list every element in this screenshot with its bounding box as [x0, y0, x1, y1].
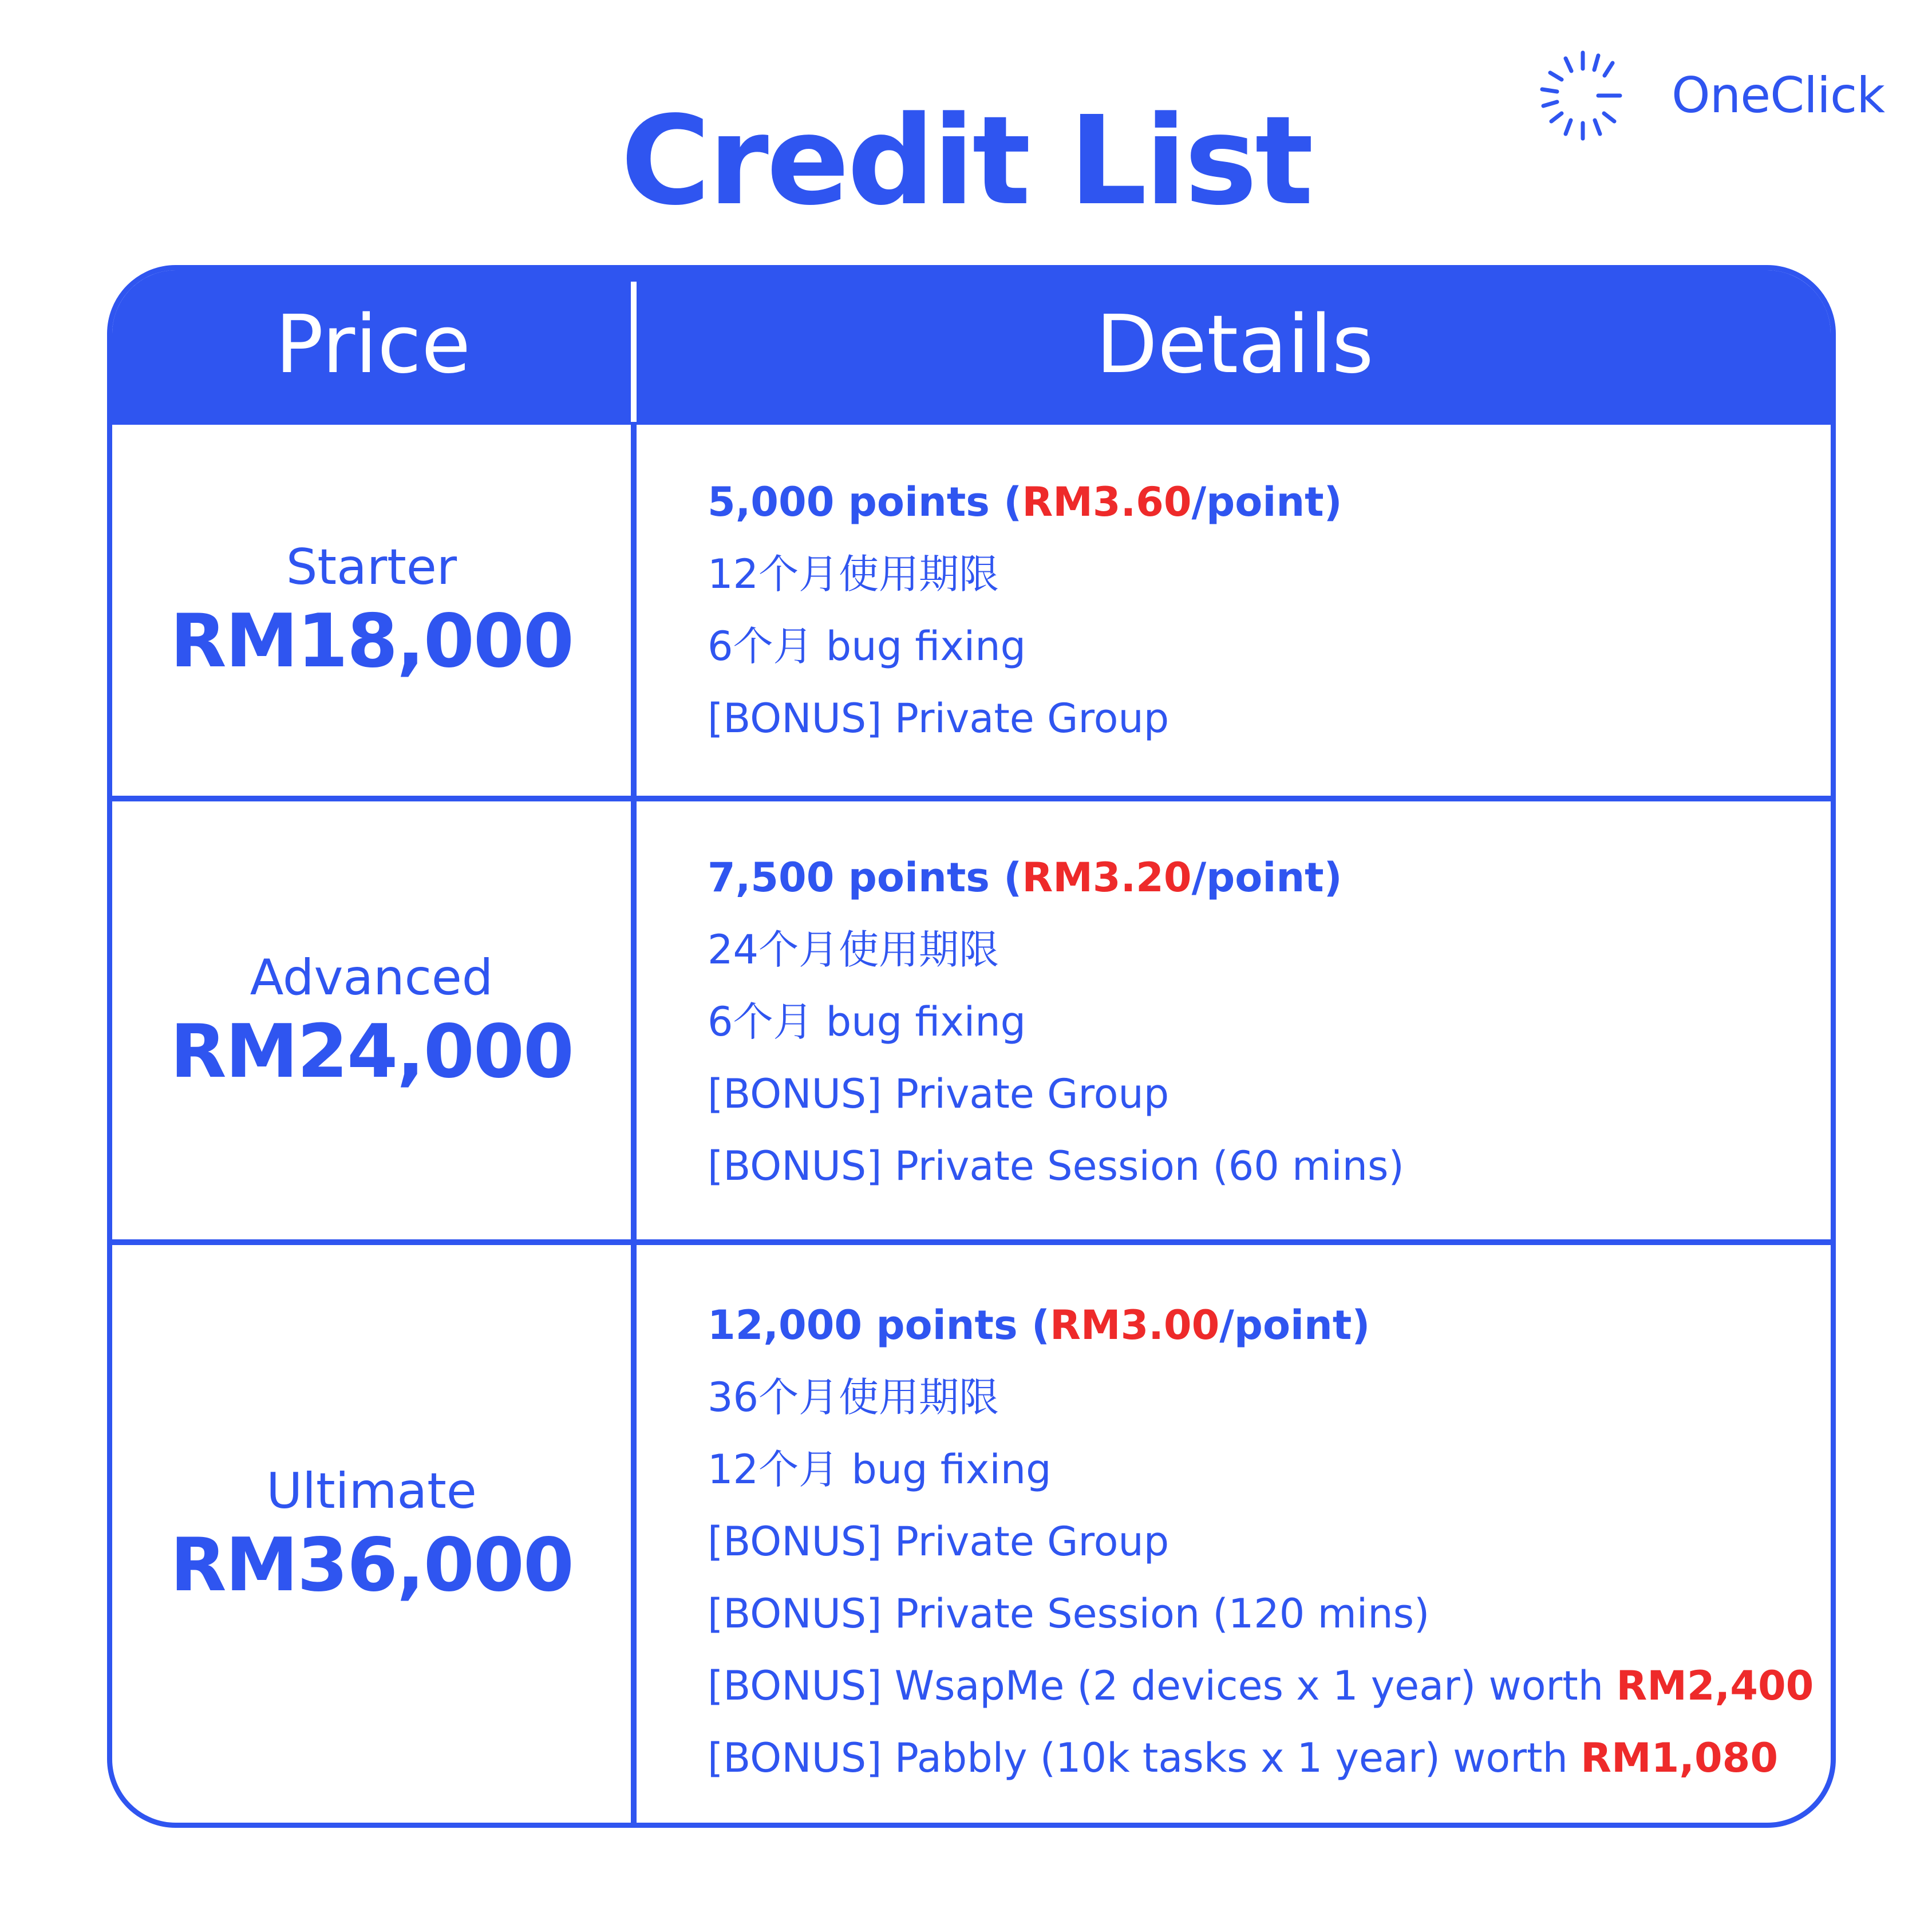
- plan-starter: [112, 425, 631, 796]
- points-unit: /point): [1219, 1302, 1370, 1349]
- feature-item-worth: [708, 1722, 1830, 1794]
- points-rate: RM3.60: [1022, 479, 1192, 526]
- points-line: [708, 466, 1830, 538]
- points-line: [708, 841, 1830, 914]
- column-divider: [631, 425, 637, 1828]
- row-divider: [112, 796, 1831, 801]
- plan-name: Ultimate: [266, 1463, 477, 1520]
- row-divider: [112, 1239, 1831, 1245]
- feature-item: 12个月使用期限: [708, 551, 999, 598]
- feature-item: 36个月使用期限: [708, 1374, 999, 1421]
- plan-ultimate: [112, 1245, 631, 1823]
- feature-text: [BONUS] WsapMe (2 devices x 1 year) worth: [708, 1662, 1617, 1709]
- points-count: 7,500 points (: [708, 854, 1022, 901]
- feature-item: [BONUS] Private Group: [708, 1070, 1170, 1117]
- plan-price: RM24,000: [170, 1009, 573, 1095]
- feature-text: [BONUS] Pabbly (10k tasks x 1 year) worth: [708, 1735, 1581, 1781]
- feature-item: 24个月使用期限: [708, 926, 999, 973]
- feature-item-worth: [708, 1650, 1830, 1722]
- feature-item: 6个月 bug fixing: [708, 623, 1026, 670]
- points-line: [708, 1289, 1830, 1361]
- plan-advanced-details: [708, 841, 1830, 1202]
- header-price: Price: [275, 298, 471, 392]
- points-rate: RM3.20: [1022, 854, 1192, 901]
- feature-worth-value: RM2,400: [1616, 1662, 1814, 1709]
- brand-name: OneClick: [1672, 67, 1885, 124]
- feature-worth-value: RM1,080: [1581, 1735, 1779, 1781]
- plan-advanced: [112, 801, 631, 1239]
- plan-name: Starter: [286, 539, 457, 596]
- feature-item: 6个月 bug fixing: [708, 998, 1026, 1045]
- feature-item: [BONUS] Private Group: [708, 1518, 1170, 1565]
- points-count: 12,000 points (: [708, 1302, 1050, 1349]
- credit-table: [107, 265, 1836, 1828]
- plan-price: RM36,000: [170, 1523, 573, 1608]
- plan-name: Advanced: [250, 949, 493, 1006]
- points-count: 5,000 points (: [708, 479, 1022, 526]
- feature-item: [BONUS] Private Session (60 mins): [708, 1143, 1404, 1190]
- feature-item: [BONUS] Private Group: [708, 695, 1170, 742]
- header-details: Details: [1096, 298, 1374, 392]
- feature-item: [BONUS] Private Session (120 mins): [708, 1590, 1430, 1637]
- points-rate: RM3.00: [1050, 1302, 1220, 1349]
- feature-item: 12个月 bug fixing: [708, 1446, 1052, 1493]
- plan-starter-details: [708, 466, 1830, 754]
- plan-price: RM18,000: [170, 599, 573, 684]
- points-unit: /point): [1191, 479, 1342, 526]
- page-title: Credit List: [621, 90, 1311, 232]
- points-unit: /point): [1191, 854, 1342, 901]
- plan-ultimate-details: [708, 1289, 1830, 1794]
